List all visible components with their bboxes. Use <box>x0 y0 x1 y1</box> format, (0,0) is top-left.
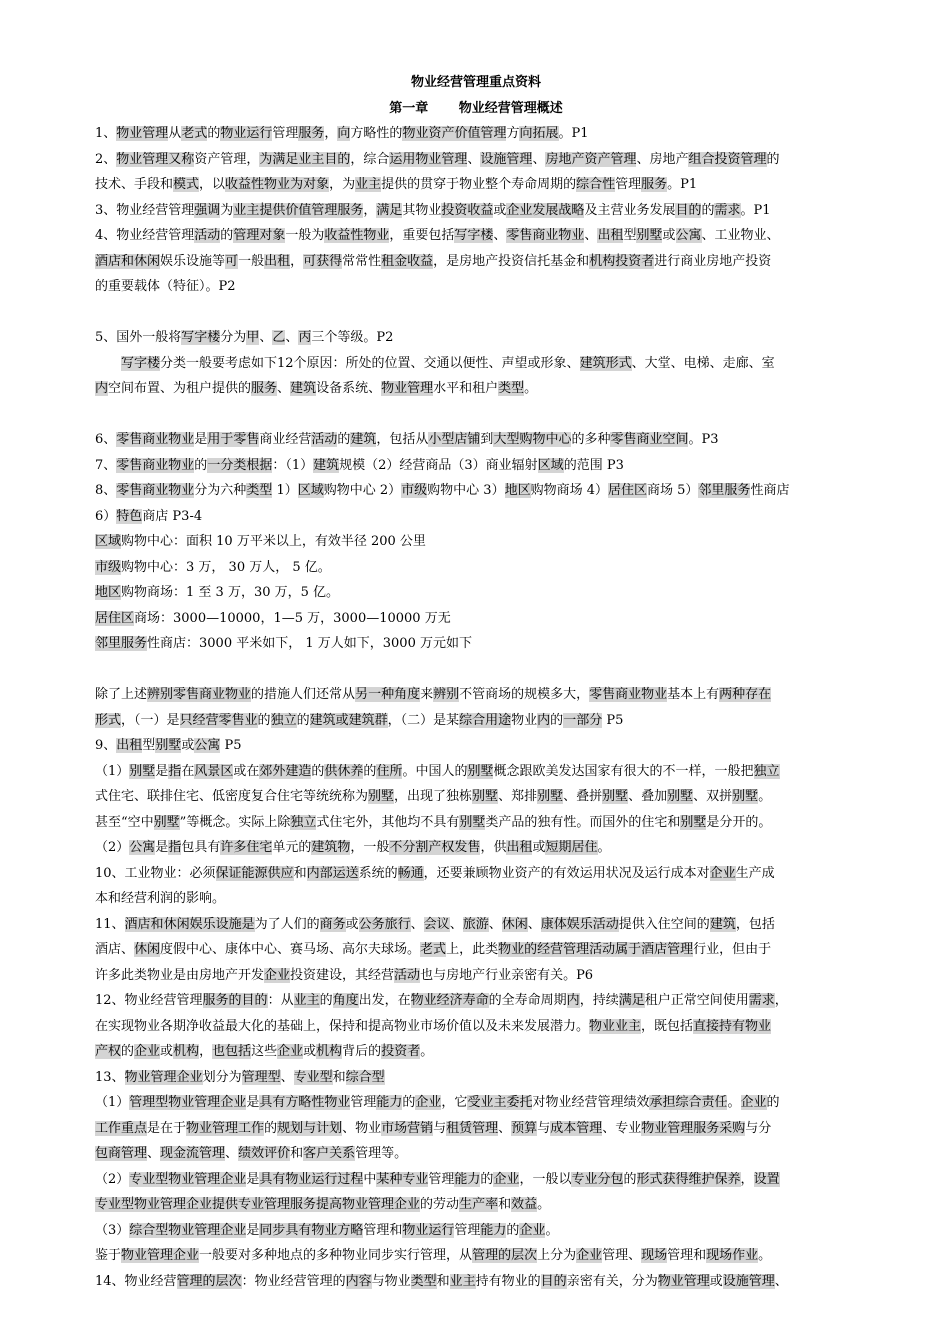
highlighted-phrase: 公务旅行 <box>358 916 411 932</box>
highlighted-phrase: 独立 <box>270 712 297 728</box>
highlighted-phrase: 建筑 <box>709 916 736 932</box>
highlighted-phrase: 公寓 <box>129 840 156 855</box>
highlighted-phrase: 特色 <box>116 508 143 524</box>
highlighted-phrase: 工作重点 <box>95 1120 148 1136</box>
highlighted-phrase: 零售商业物业 <box>589 687 668 702</box>
highlighted-phrase: 辨别 <box>147 687 174 702</box>
highlighted-phrase: 会议 <box>423 916 450 932</box>
document-body <box>95 121 857 1294</box>
highlighted-phrase: 提供价值管理服务 <box>259 202 364 218</box>
highlighted-phrase: 设置 <box>753 1171 780 1187</box>
highlighted-phrase: 强调 <box>194 202 221 218</box>
highlighted-phrase: 别墅 <box>537 789 564 804</box>
highlighted-phrase: 向 <box>519 126 533 141</box>
highlighted-phrase: 辨别 <box>433 687 460 702</box>
highlighted-phrase: 别墅 <box>636 228 663 243</box>
highlighted-phrase: 物业业主 <box>589 1018 642 1034</box>
highlighted-phrase: 畅通 <box>397 865 424 881</box>
highlighted-phrase: 管理的层次 <box>176 1273 242 1289</box>
highlighted-phrase: 别墅 <box>602 789 629 804</box>
highlighted-phrase: 物业管理 <box>381 381 434 396</box>
highlighted-phrase: 服务采购 <box>693 1120 746 1136</box>
text-line: 9、出租型别墅或公寓 P5 <box>95 738 242 753</box>
highlighted-phrase: 组合投资管理 <box>688 151 767 167</box>
highlighted-phrase: 甲 <box>246 330 260 345</box>
text-line: 邻里服务性商店：3000 平米如下， 1 万人如下，3000 万元如下 <box>95 636 472 651</box>
highlighted-phrase: 区域 <box>95 534 122 549</box>
text-line: 10、工业物业：必须保证能源供应和内部运送系统的畅通，还要兼顾物业资产的有效运用状况及运行成本对企业生产成 <box>95 865 775 881</box>
highlighted-phrase: 指 <box>168 840 182 855</box>
highlighted-phrase: 物业管理 <box>168 1222 221 1238</box>
text-line: 14、物业经营管理的层次：物业经营管理的内容与物业类型和业主持有物业的目的亲密有关，分为物业管理或设施管理、 <box>95 1273 788 1289</box>
highlighted-phrase: 零售商业空间 <box>610 432 689 447</box>
highlighted-phrase: 零售商业物业 <box>173 687 252 702</box>
highlighted-phrase: 区域 <box>297 483 324 498</box>
highlighted-phrase: 别墅 <box>667 789 694 804</box>
highlighted-phrase: 旅游 <box>462 916 489 932</box>
highlighted-phrase: 独立 <box>290 814 317 830</box>
highlighted-phrase: 许多住宅 <box>220 840 273 855</box>
highlighted-phrase: 邻里服务 <box>698 483 751 498</box>
text-line: 除了上述辨别零售商业物业的措施人们还常从另一种角度来辨别不管商场的规模多大，零售商业物业基本上有两种存在 <box>95 687 772 702</box>
highlighted-phrase: 满足 <box>618 993 645 1008</box>
highlighted-phrase: 业主 <box>449 1273 476 1289</box>
text-line: 甚至“空中别墅”等概念。实际上除独立式住宅外，其他均不具有别墅类产品的独有性。而国外的住宅和别墅是分开的。 <box>95 814 772 830</box>
highlighted-phrase: 绩效评价 <box>238 1146 291 1161</box>
highlighted-phrase: 包商管理 <box>95 1146 148 1161</box>
highlighted-phrase: 现场 <box>641 1248 668 1263</box>
highlighted-phrase: 企业 <box>709 865 736 881</box>
highlighted-phrase: 别墅 <box>368 789 395 804</box>
highlighted-phrase: 短期居住 <box>545 840 598 855</box>
highlighted-phrase: 企业 <box>176 1069 203 1085</box>
highlighted-phrase: 服务的目的 <box>202 993 268 1008</box>
text-line: 4、物业经营管理活动的管理对象一般为收益性物业，重要包括写字楼、零售商业物业、出租型别墅或公寓、工业物业、 <box>95 228 780 243</box>
highlighted-phrase: 业主 <box>298 151 325 167</box>
text-line: 1、物业管理从老式的物业运行管理服务，向方略性的物业资产价值管理方向拓展。P1 <box>95 126 589 141</box>
highlighted-phrase: 管理型 <box>241 1069 281 1085</box>
text-line: 11、酒店和休闲娱乐设施是为了人们的商务或公务旅行、会议、旅游、休闲、康体娱乐活动提供入住空间的建筑，包括 <box>95 916 775 932</box>
text-line: 13、物业管理企业划分为管理型、专业型和综合型 <box>95 1069 385 1085</box>
highlighted-phrase: 别墅 <box>459 814 486 830</box>
highlighted-phrase: 休闲 <box>134 253 161 269</box>
text-line: 式住宅、联排住宅、低密度复合住宅等统统称为别墅，出现了独栋别墅、郑排别墅、叠拼别墅、叠加别墅、双拼别墅。 <box>95 789 772 804</box>
highlighted-phrase: 风景区 <box>194 763 234 779</box>
text-line: 酒店和休闲娱乐设施等可一般出租，可获得常常性租金收益，是房地产投资信托基金和机构投资者进行商业房地产投资 <box>95 253 772 269</box>
highlighted-phrase: 娱乐设施是 <box>189 916 255 932</box>
highlighted-phrase: 丙 <box>298 330 312 345</box>
highlighted-phrase: 用于零售 <box>207 432 260 447</box>
highlighted-phrase: 建筑 <box>313 457 340 473</box>
highlighted-phrase: 目的 <box>675 202 702 218</box>
highlighted-phrase: 类型 <box>498 381 525 396</box>
highlighted-phrase: 企业 <box>576 1248 603 1263</box>
highlighted-phrase: 满足 <box>376 202 403 218</box>
highlighted-phrase: 物业管理 <box>641 1120 694 1136</box>
highlighted-phrase: 物业管理 <box>186 1120 239 1136</box>
text-line: （2）公寓是指包具有许多住宅单元的建筑物，一般不分割产权发售，供出租或短期居住。 <box>95 840 611 855</box>
highlighted-phrase: 独立 <box>753 763 780 779</box>
highlighted-phrase: 物业管理 <box>124 1069 177 1085</box>
text-line: 本和经营利润的影响。 <box>95 891 226 906</box>
text-line: 地区购物商场：1 至 3 万，30 万，5 亿。 <box>95 585 340 600</box>
highlighted-phrase: 物业管理 <box>168 1171 221 1187</box>
highlighted-phrase: 物业资产价值管理 <box>402 126 507 141</box>
text-line: 的重要载体（特征）。P2 <box>95 279 236 294</box>
highlighted-phrase: 建筑 <box>350 432 377 447</box>
highlighted-phrase: 活动 <box>394 967 421 983</box>
highlighted-phrase: 为对象 <box>290 177 330 192</box>
highlighted-phrase: 成本管理 <box>550 1120 603 1136</box>
highlighted-phrase: 一分类根据 <box>207 457 273 473</box>
text-line: 8、零售商业物业分为六种类型 1）区域购物中心 2）市级购物中心 3）地区购物商场 4）居住区商场 5）邻里服务性商店 <box>95 483 790 498</box>
highlighted-phrase: 零售商业物业 <box>116 457 195 473</box>
highlighted-phrase: 同步具有物业方略 <box>259 1222 364 1238</box>
highlighted-phrase: 机构 <box>589 253 616 269</box>
highlighted-phrase: 为满足 <box>259 151 299 167</box>
highlighted-phrase: 属于 <box>615 942 642 957</box>
highlighted-phrase: 客户关系 <box>303 1146 356 1161</box>
highlighted-phrase: 休闲 <box>501 916 528 932</box>
highlighted-phrase: 物业管理 <box>121 1248 174 1263</box>
highlighted-phrase: 企业 <box>277 1044 304 1059</box>
highlighted-phrase: 生产率 <box>459 1197 499 1212</box>
highlighted-phrase: 现金流管理 <box>160 1146 226 1161</box>
highlighted-phrase: 规划与计划 <box>277 1120 343 1136</box>
highlighted-phrase: 维护保养 <box>688 1171 741 1187</box>
highlighted-phrase: 投资者 <box>615 253 655 269</box>
highlighted-phrase: 能力 <box>480 1222 507 1238</box>
text-line: 产权的企业或机构，也包括这些企业或机构背后的投资者。 <box>95 1044 434 1059</box>
text-line: 7、零售商业物业的一分类根据：（1）建筑规模（2）经营商品（3）商业辐射区域的范围 P3 <box>95 457 624 473</box>
document-page <box>95 70 857 1294</box>
blank-line <box>95 657 857 683</box>
highlighted-phrase: 小型店铺 <box>428 432 481 447</box>
chapter-heading: 第一章 物业经营管理概述 <box>389 100 563 116</box>
highlighted-phrase: 管理的层次 <box>472 1248 538 1263</box>
highlighted-phrase: 两种存在 <box>719 687 772 702</box>
highlighted-phrase: 物业管理 <box>116 126 169 141</box>
highlighted-phrase: 产权 <box>95 1044 122 1059</box>
highlighted-phrase: 业主 <box>293 993 320 1008</box>
highlighted-phrase: 市场营销 <box>381 1120 434 1136</box>
highlighted-phrase: 管理型 <box>129 1095 169 1110</box>
highlighted-phrase: 综合性 <box>576 177 616 192</box>
highlighted-phrase: 企业 <box>264 967 291 983</box>
highlighted-phrase: 物业运行 <box>220 126 273 141</box>
highlighted-phrase: 只经营零售业 <box>179 712 258 728</box>
highlighted-phrase: 物业管理 <box>168 1095 221 1110</box>
highlighted-phrase: 预算 <box>511 1120 538 1136</box>
highlighted-phrase: 指 <box>168 763 182 779</box>
highlighted-phrase: 服务 <box>251 381 278 396</box>
text-line: 12、物业经营管理服务的目的：从业主的角度出发，在物业经济寿命的全寿命周期内，持续满足租户正常空间使用需求， <box>95 993 788 1008</box>
highlighted-phrase: 物业管理 <box>342 1197 395 1212</box>
highlighted-phrase: 运用物业管理 <box>389 151 468 167</box>
text-line: 形式，（一）是只经营零售业的独立的建筑或建筑群，（二）是某综合用途物业内的一部分 P5 <box>95 712 624 728</box>
highlighted-phrase: 休闲 <box>134 942 161 957</box>
highlighted-phrase: 地区 <box>95 585 122 600</box>
highlighted-phrase: 出租 <box>506 840 533 855</box>
highlighted-phrase: 别墅 <box>680 814 707 830</box>
highlighted-phrase: 保证能源供应 <box>215 865 294 881</box>
text-line: 区域购物中心：面积 10 万平米以上，有效半径 200 公里 <box>95 534 426 549</box>
highlighted-phrase: 目的 <box>324 151 351 167</box>
highlighted-phrase: 能力 <box>376 1095 403 1110</box>
highlighted-phrase: 类型 <box>410 1273 437 1289</box>
highlighted-phrase: 设施管理 <box>480 151 533 167</box>
text-line: （1）别墅是指在风景区或在郊外建造的供休养的住所。中国人的别墅概念跟欧美发达国家有很大的不一样，一般把独立 <box>95 763 780 779</box>
highlighted-phrase: 写字楼 <box>121 355 161 371</box>
text-line: （3）综合型物业管理企业是同步具有物业方略管理和物业运行管理能力的企业。 <box>95 1222 559 1238</box>
highlighted-phrase: 内 <box>566 993 580 1008</box>
highlighted-phrase: 受业主委托 <box>467 1095 533 1110</box>
blank-line <box>95 300 857 326</box>
highlighted-phrase: 直接持有物业 <box>693 1018 772 1034</box>
highlighted-phrase: 地区 <box>504 483 531 498</box>
highlighted-phrase: 服务 <box>298 126 325 141</box>
highlighted-phrase: 休闲 <box>163 916 190 932</box>
highlighted-phrase: 需求 <box>748 993 775 1008</box>
highlighted-phrase: 综合型 <box>129 1222 169 1238</box>
highlighted-phrase: 活动 <box>589 942 616 957</box>
highlighted-phrase: 机构 <box>316 1044 343 1059</box>
highlighted-phrase: 管理对象 <box>233 228 286 243</box>
highlighted-phrase: 租金收益 <box>381 253 434 269</box>
highlighted-phrase: 企业 <box>220 1222 247 1238</box>
highlighted-phrase: 现场作业 <box>706 1248 759 1263</box>
highlighted-phrase: 具有物业运行过程 <box>259 1171 364 1187</box>
highlighted-phrase: 零售商业物业 <box>116 432 195 447</box>
highlighted-phrase: 投资收益 <box>441 202 494 218</box>
highlighted-phrase: 酒店和 <box>124 916 164 932</box>
highlighted-phrase: 建筑或建筑群 <box>309 712 388 728</box>
highlighted-phrase: 业主 <box>233 202 260 218</box>
highlighted-phrase: 酒店管理 <box>641 942 694 957</box>
highlighted-phrase: 获得 <box>316 253 343 269</box>
highlighted-phrase: 综合型 <box>345 1069 385 1085</box>
highlighted-phrase: 物业的经营管理 <box>498 942 590 957</box>
highlighted-phrase: 专业分包 <box>571 1171 624 1187</box>
text-line: 许多此类物业是由房地产开发企业投资建设，其经营活动也与房地产行业亲密有关。P6 <box>95 967 594 983</box>
document-title: 物业经营管理重点资料 <box>410 75 541 90</box>
highlighted-phrase: 收益性物业 <box>324 228 390 243</box>
text-line: 工作重点是在于物业管理工作的规划与计划、物业市场营销与租赁管理、预算与成本管理、专业物业管理服务采购与分 <box>95 1120 772 1136</box>
highlighted-phrase: 获得 <box>662 1171 689 1187</box>
highlighted-phrase: 形式 <box>605 355 632 371</box>
highlighted-phrase: 企业 <box>134 1044 161 1059</box>
highlighted-phrase: 别墅 <box>732 789 759 804</box>
highlighted-phrase: 供休养 <box>324 763 364 779</box>
highlighted-phrase: 形式 <box>95 712 122 728</box>
highlighted-phrase: 建筑物 <box>311 840 351 855</box>
blank-line <box>95 402 857 428</box>
highlighted-phrase: 不分 <box>389 840 416 855</box>
highlighted-phrase: 市级 <box>401 483 428 498</box>
highlighted-phrase: 物业运行 <box>402 1222 455 1238</box>
highlighted-phrase: 可 <box>225 253 239 269</box>
text-line: 3、物业经营管理强调为业主提供价值管理服务，满足其物业投资收益或企业发展战略及主营业务发展目的的需求。P1 <box>95 202 771 218</box>
text-line: 5、国外一般将写字楼分为甲、乙、丙三个等级。P2 <box>95 330 394 345</box>
highlighted-phrase: 内容 <box>345 1273 372 1289</box>
highlighted-phrase: 居住区 <box>95 610 135 626</box>
highlighted-phrase: 服务 <box>641 177 668 192</box>
highlighted-phrase: 活动 <box>194 228 221 243</box>
highlighted-phrase: 收益性物业 <box>225 177 291 192</box>
highlighted-phrase: 建筑 <box>579 355 606 371</box>
highlighted-phrase: 工作 <box>238 1120 265 1136</box>
highlighted-phrase: 写字楼 <box>454 228 494 243</box>
highlighted-phrase: 向 <box>337 126 351 141</box>
highlighted-phrase: 居住区 <box>608 483 648 498</box>
highlighted-phrase: 企业 <box>415 1095 442 1110</box>
highlighted-phrase: 租赁管理 <box>446 1120 499 1136</box>
highlighted-phrase: 也包括 <box>212 1044 252 1059</box>
highlighted-phrase: 投资者 <box>381 1044 421 1059</box>
highlighted-phrase: 需求 <box>714 202 741 218</box>
highlighted-phrase: 公寓 <box>675 228 702 243</box>
highlighted-phrase: 物业管理 <box>116 151 169 167</box>
highlighted-phrase: 效益 <box>511 1197 538 1212</box>
highlighted-phrase: 承担综合责任 <box>649 1095 728 1110</box>
text-line: 6）特色商店 P3-4 <box>95 508 203 524</box>
highlighted-phrase: 专业型 <box>129 1171 169 1187</box>
highlighted-phrase: 住所 <box>376 763 403 779</box>
text-line: 专业型物业管理企业提供专业管理服务提高物业管理企业的劳动生产率和效益。 <box>95 1197 551 1212</box>
highlighted-phrase: 老式 <box>420 942 447 957</box>
highlighted-phrase: 房地产资产管理 <box>545 151 637 167</box>
highlighted-phrase: 乙 <box>272 330 286 345</box>
highlighted-phrase: 活动 <box>592 916 619 932</box>
highlighted-phrase: 类型 <box>246 483 273 498</box>
highlighted-phrase: 设施管理 <box>722 1273 775 1289</box>
highlighted-phrase: 别墅 <box>467 763 494 779</box>
text-line: 包商管理、现金流管理、绩效评价和客户关系管理等。 <box>95 1146 408 1161</box>
highlighted-phrase: 专业型 <box>293 1069 333 1085</box>
highlighted-phrase: 零售商业物业 <box>506 228 585 243</box>
highlighted-phrase: 企业 <box>493 1171 520 1187</box>
highlighted-phrase: 模式 <box>173 177 200 192</box>
highlighted-phrase: 郊外建造 <box>259 763 312 779</box>
highlighted-phrase: 企业 <box>519 1222 546 1238</box>
highlighted-phrase: 割产权发售 <box>415 840 481 855</box>
highlighted-phrase: 别墅 <box>472 789 499 804</box>
highlighted-phrase: 内 <box>537 712 551 728</box>
text-line: 酒店、休闲度假中心、康体中心、赛马场、高尔夫球场。老式上，此类物业的经营管理活动属于酒店管理行业，但由于 <box>95 942 772 957</box>
text-line: （1）管理型物业管理企业是具有方略性物业管理能力的企业，它受业主委托对物业经营管理绩效承担综合责任。企业的 <box>95 1095 780 1110</box>
highlighted-phrase: 企业 <box>740 1095 767 1110</box>
highlighted-phrase: 区域 <box>537 457 564 473</box>
highlighted-phrase: 某种专业 <box>376 1171 429 1187</box>
text-line: 内空间布置、为租户提供的服务、建筑设备系统、物业管理水平和租户类型。 <box>95 381 538 396</box>
highlighted-phrase: 业主 <box>355 177 382 192</box>
text-line: 市级购物中心：3 万， 30 万人， 5 亿。 <box>95 559 331 575</box>
highlighted-phrase: 一部分 <box>563 712 603 728</box>
highlighted-phrase: 市级 <box>95 559 122 575</box>
highlighted-phrase: 老式 <box>181 126 208 141</box>
highlighted-phrase: 出租 <box>264 253 291 269</box>
highlighted-phrase: 出租 <box>597 228 624 243</box>
highlighted-phrase: 拓展 <box>532 126 559 141</box>
highlighted-phrase: 形式 <box>636 1171 663 1187</box>
text-line: 技术、手段和模式，以收益性物业为对象，为业主提供的贯穿于物业整个寿命周期的综合性管理服务。P1 <box>95 177 698 192</box>
highlighted-phrase: 建筑 <box>290 381 317 396</box>
highlighted-phrase: 内部运送 <box>306 865 359 881</box>
highlighted-phrase: 企业发展战略 <box>506 202 585 218</box>
highlighted-phrase: 大型购物中心 <box>493 432 572 447</box>
highlighted-phrase: 物业经济寿命 <box>410 993 489 1008</box>
text-line: 写字楼分类一般要考虑如下12个原因：所处的位置、交通以便性、声望或形象、建筑形式、大堂、电梯、走廊、室 <box>121 355 775 371</box>
highlighted-phrase: 又称 <box>168 151 195 167</box>
text-line: 居住区商场：3000—10000，1—5 万，3000—10000 万无 <box>95 610 451 626</box>
highlighted-phrase: 康体娱乐 <box>540 916 593 932</box>
highlighted-phrase: 具有方略性物业 <box>259 1095 351 1110</box>
highlighted-phrase: 邻里服务 <box>95 636 148 651</box>
highlighted-phrase: 公寓 <box>194 738 221 753</box>
highlighted-phrase: 专业型物业管理企业提供专业管理服务提高 <box>95 1197 343 1212</box>
highlighted-phrase: 企业 <box>220 1095 247 1110</box>
highlighted-phrase: 企业 <box>394 1197 421 1212</box>
highlighted-phrase: 别墅 <box>129 763 156 779</box>
highlighted-phrase: 目的 <box>540 1273 567 1289</box>
highlighted-phrase: 物业管理 <box>657 1273 710 1289</box>
highlighted-phrase: 写字楼 <box>181 330 221 345</box>
highlighted-phrase: 可 <box>303 253 317 269</box>
text-line: 6、零售商业物业是用于零售商业经营活动的建筑，包括从小型店铺到大型购物中心的多种零售商业空间。P3 <box>95 432 719 447</box>
highlighted-phrase: 企业 <box>173 1248 200 1263</box>
highlighted-phrase: 角度 <box>332 993 359 1008</box>
highlighted-phrase: 出租 <box>116 738 143 753</box>
highlighted-phrase: 另一种角度 <box>355 687 421 702</box>
highlighted-phrase: 酒店和 <box>95 253 135 269</box>
highlighted-phrase: 别墅 <box>155 738 182 753</box>
highlighted-phrase: 别墅 <box>153 814 180 830</box>
highlighted-phrase: 能力 <box>454 1171 481 1187</box>
text-line: 在实现物业各期净收益最大化的基础上，保持和提高物业市场价值以及未来发展潜力。物业业主，既包括直接持有物业 <box>95 1018 772 1034</box>
highlighted-phrase: 零售商业物业 <box>116 483 195 498</box>
highlighted-phrase: 活动 <box>311 432 338 447</box>
highlighted-phrase: 综合用途 <box>459 712 512 728</box>
highlighted-phrase: 商务 <box>319 916 346 932</box>
highlighted-phrase: 企业 <box>220 1171 247 1187</box>
text-line: 2、物业管理又称资产管理，为满足业主目的，综合运用物业管理、设施管理、房地产资产管理、房地产组合投资管理的 <box>95 151 780 167</box>
highlighted-phrase: 机构 <box>173 1044 200 1059</box>
text-line: （2）专业型物业管理企业是具有物业运行过程中某种专业管理能力的企业，一般以专业分包的形式获得维护保养，设置 <box>95 1171 780 1187</box>
highlighted-phrase: 内 <box>95 381 109 396</box>
text-line: 鉴于物业管理企业一般要对多种地点的多种物业同步实行管理，从管理的层次上分为企业管理、现场管理和现场作业。 <box>95 1248 772 1263</box>
